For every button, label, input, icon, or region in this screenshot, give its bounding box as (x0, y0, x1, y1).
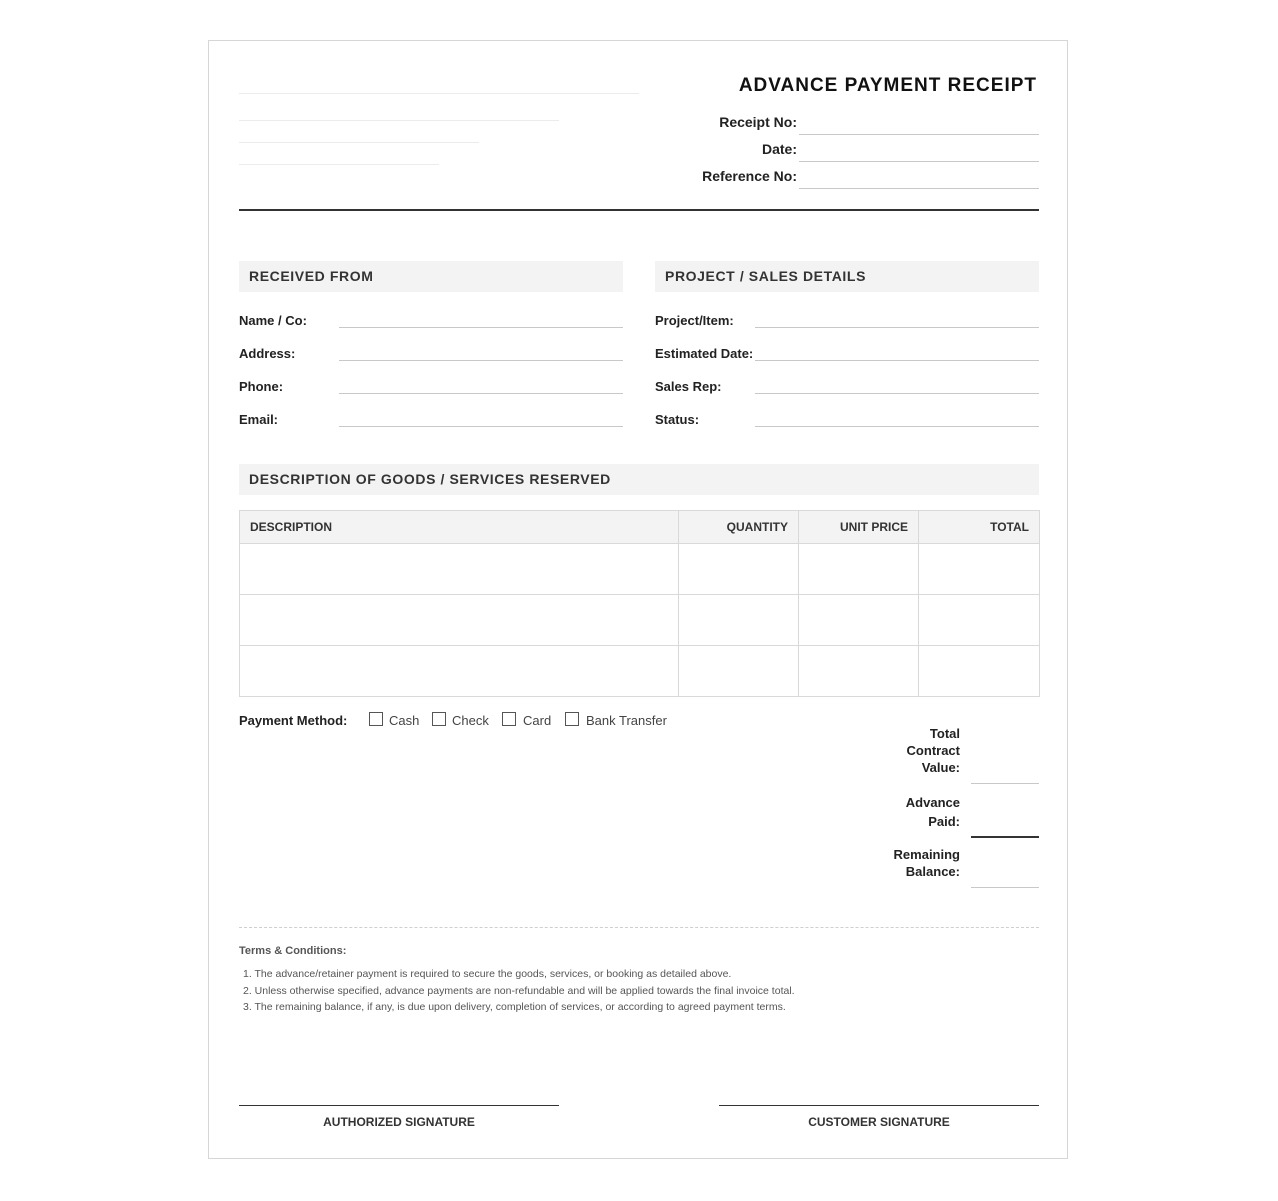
address-field[interactable] (339, 360, 623, 361)
table-row (240, 595, 1040, 646)
cash-label: Cash (389, 713, 420, 728)
received-from-heading: RECEIVED FROM (239, 261, 623, 292)
project-item-label: Project/Item: (655, 313, 734, 328)
reference-no-label: Reference No: (702, 168, 797, 184)
total-cell[interactable] (919, 544, 1040, 595)
description-cell[interactable] (240, 544, 679, 595)
header-divider (239, 209, 1039, 211)
table-row (240, 544, 1040, 595)
company-contact-line (239, 164, 439, 165)
phone-field[interactable] (339, 393, 623, 394)
check-label: Check (452, 713, 489, 728)
document-title: ADVANCE PAYMENT RECEIPT (738, 75, 1037, 96)
total-cell[interactable] (919, 595, 1040, 646)
terms-item: 3. The remaining balance, if any, is due upon delivery, completion of services, or according to agreed payment terms. (243, 1001, 786, 1013)
name-label: Name / Co: (239, 313, 307, 328)
company-name-line (239, 93, 639, 94)
date-label: Date: (761, 141, 797, 157)
terms-item: 1. The advance/retainer payment is required to secure the goods, services, or booking as detailed above. (243, 968, 732, 980)
receipt-no-label: Receipt No: (719, 114, 797, 130)
quantity-cell[interactable] (679, 595, 799, 646)
remaining-balance-field[interactable] (971, 887, 1039, 888)
email-field[interactable] (339, 426, 623, 427)
column-header-total: TOTAL (919, 511, 1040, 544)
goods-table (239, 510, 1040, 697)
check-checkbox[interactable] (432, 712, 446, 726)
advance-paid-field[interactable] (971, 836, 1039, 838)
total-contract-value-field[interactable] (971, 783, 1039, 784)
total-contract-value-label: Total Contract Value: (906, 726, 960, 775)
reference-no-field[interactable] (799, 188, 1039, 189)
advance-paid-label: Advance Paid: (905, 795, 960, 829)
project-item-field[interactable] (755, 327, 1039, 328)
name-field[interactable] (339, 327, 623, 328)
cash-checkbox[interactable] (369, 712, 383, 726)
description-cell[interactable] (240, 646, 679, 697)
receipt-no-field[interactable] (799, 134, 1039, 135)
customer-signature-label: CUSTOMER SIGNATURE (808, 1115, 950, 1129)
card-label: Card (523, 713, 552, 728)
bank-transfer-label: Bank Transfer (586, 713, 667, 728)
estimated-date-label: Estimated Date: (655, 346, 754, 361)
unit-price-cell[interactable] (799, 544, 919, 595)
phone-label: Phone: (239, 379, 284, 394)
project-details-heading: PROJECT / SALES DETAILS (655, 261, 1039, 292)
total-cell[interactable] (919, 646, 1040, 697)
description-cell[interactable] (240, 595, 679, 646)
terms-item: 2. Unless otherwise specified, advance payments are non-refundable and will be applied towards the final invoice total. (243, 984, 795, 997)
column-header-unit-price: UNIT PRICE (799, 511, 919, 544)
bank-transfer-checkbox[interactable] (565, 712, 579, 726)
sales-rep-label: Sales Rep: (655, 379, 722, 394)
estimated-date-field[interactable] (755, 360, 1039, 361)
table-header-row (240, 511, 1040, 544)
table-row (240, 646, 1040, 697)
payment-method-label: Payment Method: (239, 713, 348, 728)
company-city-line (239, 142, 479, 143)
address-label: Address: (239, 346, 296, 361)
authorized-signature-line[interactable] (239, 1105, 559, 1106)
receipt-page (208, 40, 1068, 1159)
unit-price-cell[interactable] (799, 646, 919, 697)
status-field[interactable] (755, 426, 1039, 427)
company-address-line (239, 120, 559, 121)
column-header-quantity: QUANTITY (679, 511, 799, 544)
remaining-balance-label: Remaining Balance: (893, 847, 960, 879)
terms-title: Terms & Conditions: (239, 945, 347, 957)
sales-rep-field[interactable] (755, 393, 1039, 394)
authorized-signature-label: AUTHORIZED SIGNATURE (323, 1115, 475, 1129)
terms-list (243, 966, 795, 1016)
email-label: Email: (239, 412, 279, 427)
status-label: Status: (655, 412, 700, 427)
unit-price-cell[interactable] (799, 595, 919, 646)
quantity-cell[interactable] (679, 544, 799, 595)
terms-divider (239, 927, 1039, 928)
customer-signature-line[interactable] (719, 1105, 1039, 1106)
column-header-description: DESCRIPTION (240, 511, 679, 544)
card-checkbox[interactable] (502, 712, 516, 726)
date-field[interactable] (799, 161, 1039, 162)
goods-heading: DESCRIPTION OF GOODS / SERVICES RESERVED (239, 464, 1039, 495)
quantity-cell[interactable] (679, 646, 799, 697)
